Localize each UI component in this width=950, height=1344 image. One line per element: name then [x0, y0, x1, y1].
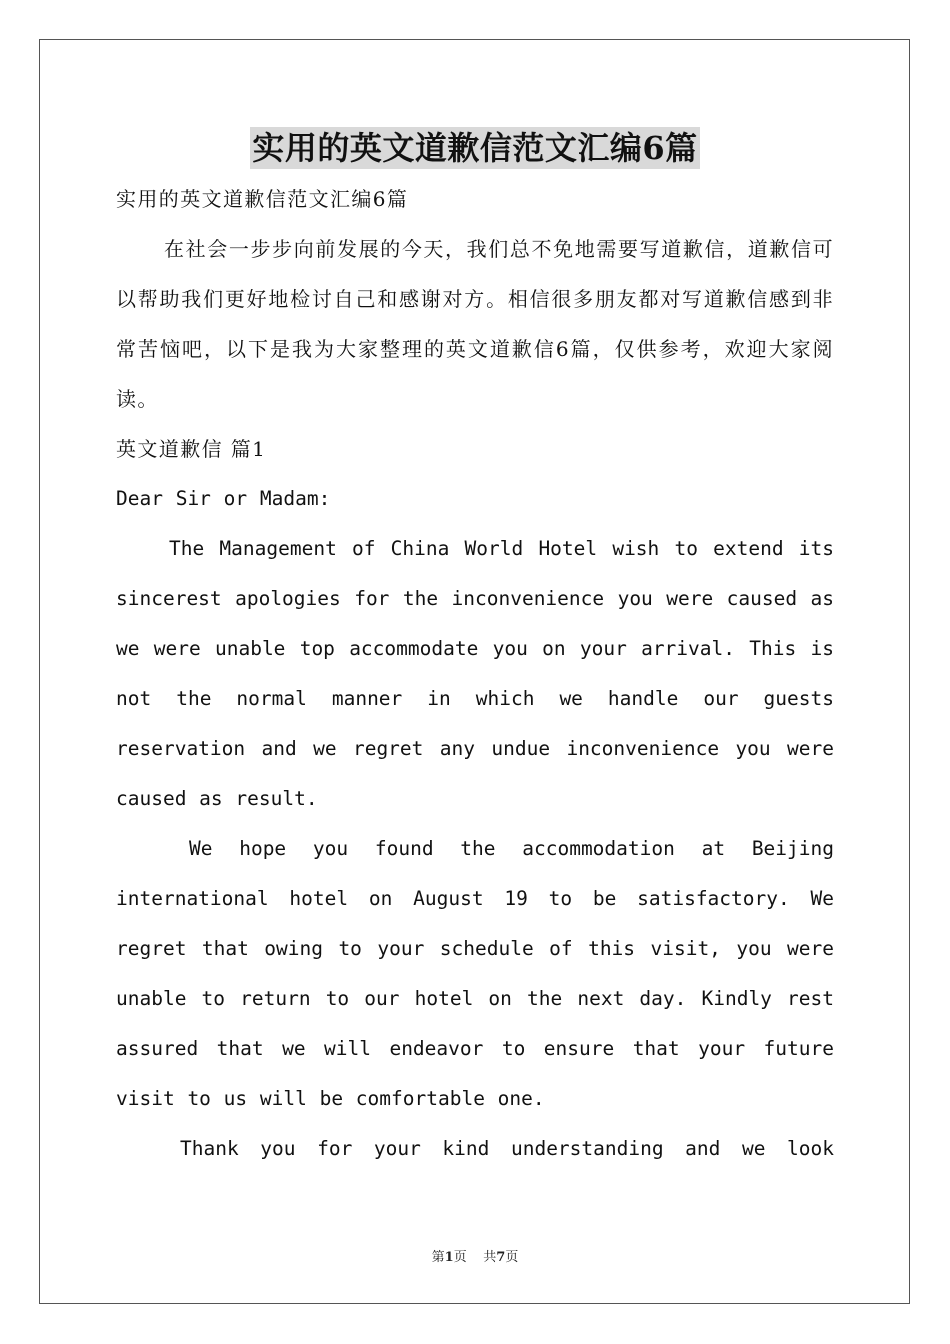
document-title: 实用的英文道歉信范文汇编6篇	[252, 129, 698, 167]
total-suffix: 页	[505, 1250, 519, 1265]
intro-paragraph: 在社会一步步向前发展的今天，我们总不免地需要写道歉信，道歉信可以帮助我们更好地检讨自己和感谢对方。相信很多朋友都对写道歉信感到非常苦恼吧，以下是我为大家整理的英文道歉信6篇，仅供参考，欢迎大家阅读。	[116, 237, 834, 411]
document-body	[116, 174, 834, 1174]
page-footer	[0, 1246, 950, 1265]
total-pages: 7	[496, 1250, 506, 1265]
salutation: Dear Sir or Madam:	[116, 487, 331, 510]
document-subtitle: 实用的英文道歉信范文汇编6篇	[116, 187, 409, 211]
page-number: 1	[444, 1250, 454, 1265]
page-prefix: 第	[431, 1250, 445, 1265]
page-suffix: 页	[453, 1250, 467, 1265]
letter-paragraph-3: Thank you for your kind understanding and we look	[180, 1137, 834, 1160]
letter-paragraph-1: The Management of China World Hotel wish to extend its sincerest apologies for the inconvenience you were caused as we were unable top accommodate you on your arrival. This is not the normal manner in which we handle our guests reservation and we regret any undue inconvenience you were caused as result.	[116, 537, 834, 810]
letter-paragraph-2: We hope you found the accommodation at Beijing international hotel on August 19 to be satisfactory. We regret that owing to your schedule of this visit, you were unable to return to our hotel on the next day. Kindly rest assured that we will endeavor to ensure that your future visit to us will be comfortable one.	[116, 837, 834, 1110]
title-area	[0, 127, 950, 169]
total-prefix: 共	[483, 1250, 497, 1265]
section-heading: 英文道歉信 篇1	[116, 437, 267, 461]
